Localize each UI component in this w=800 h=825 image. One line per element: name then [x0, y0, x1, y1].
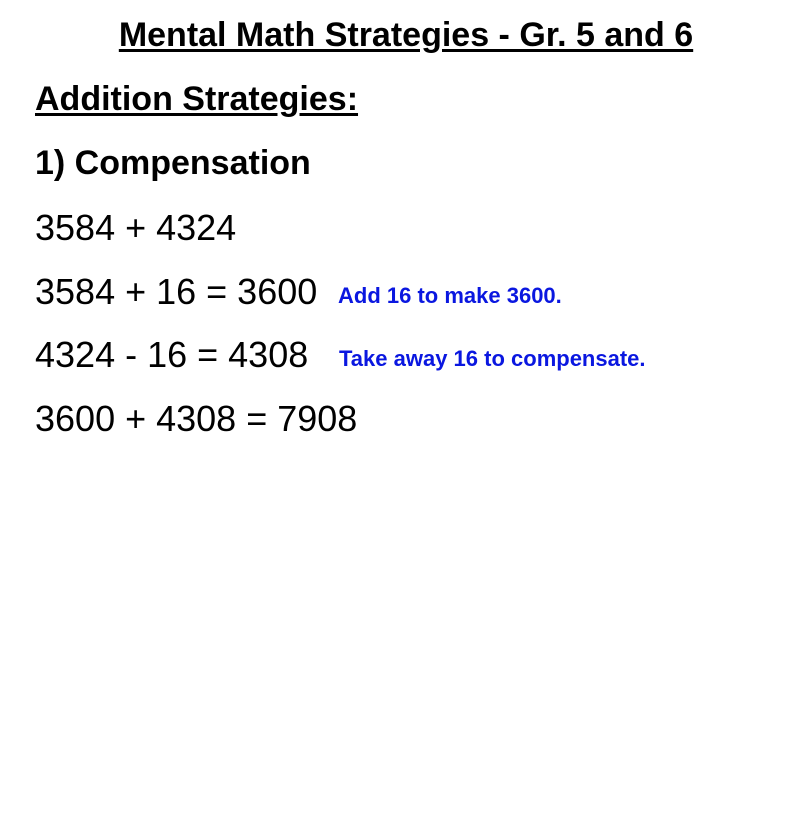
section-heading: Addition Strategies: [35, 80, 359, 118]
strategy-heading: 1) Compensation [35, 144, 311, 182]
result-expression: 3600 + 4308 = 7908 [35, 398, 358, 439]
step-compensate-expression: 4324 - 16 = 4308 [35, 334, 309, 375]
problem-expression: 3584 + 4324 [35, 207, 237, 248]
step-add-expression: 3584 + 16 = 3600 [35, 271, 318, 312]
step-compensate-note: Take away 16 to compensate. [339, 346, 646, 371]
step-add-note: Add 16 to make 3600. [338, 283, 562, 308]
page-title: Mental Math Strategies - Gr. 5 and 6 [118, 16, 694, 54]
